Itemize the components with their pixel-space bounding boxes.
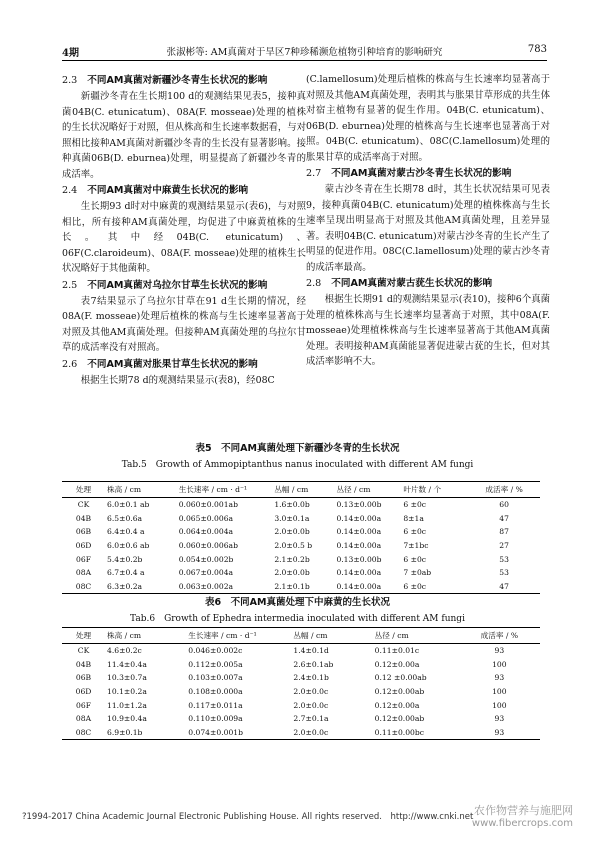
section-number: 2.8	[306, 278, 322, 289]
table-cell: 1.4±0.1d	[293, 646, 329, 656]
table-cell: 06F	[76, 554, 91, 564]
table-cell: 0.046±0.002c	[188, 646, 243, 656]
table-cell: 0.103±0.007a	[188, 673, 243, 683]
table-cell: 06B	[75, 673, 92, 683]
table-cell: 06D	[75, 541, 92, 551]
table-row	[62, 539, 540, 553]
table-cell: 0.14±0.00a	[336, 513, 382, 523]
section-number: 2.6	[62, 358, 78, 370]
column-header: 处理	[62, 482, 105, 498]
table-row	[62, 552, 540, 566]
table-cell: 10.3±0.7a	[107, 673, 147, 683]
section-heading	[62, 72, 306, 89]
section-title: 不同AM真菌对乌拉尔甘草生长状况的影响	[87, 279, 268, 291]
table-cell: 0.12 ±0.00ab	[374, 673, 427, 683]
table6-title-zh: 表6 不同AM真菌处理下中麻黄的生长状况	[205, 597, 390, 608]
column-header: 叶片数 / 个	[401, 482, 468, 498]
table6	[62, 627, 540, 740]
section-heading	[306, 165, 550, 182]
table-cell: 0.12±0.00a	[374, 659, 420, 669]
table-row	[62, 580, 540, 594]
table-cell: 2.4±0.1b	[293, 673, 329, 683]
table-row	[62, 525, 540, 539]
table-cell: 0.110±0.009a	[188, 714, 243, 724]
column-header: 丛径 / cm	[373, 628, 459, 644]
table-cell: 93	[494, 727, 505, 737]
issue-number: 4期	[62, 48, 79, 59]
table-cell: 10.1±0.2a	[107, 687, 147, 697]
column-header: 株高 / cm	[105, 482, 177, 498]
table-cell: CK	[77, 500, 90, 510]
table-cell: 53	[499, 554, 509, 564]
table-cell: 0.14±0.00a	[336, 541, 382, 551]
table-cell: 2.0±0.0c	[293, 727, 329, 737]
table-cell: 93	[494, 646, 505, 656]
table-cell: 06B	[75, 527, 92, 537]
section-title: 不同AM真菌对蒙古沙冬青生长状况的影响	[331, 168, 512, 179]
body-paragraph: 表7结果显示了乌拉尔甘草在91 d生长期的情况，经08A(F. mosseae)处理后植株的株高与生长速率显著高于对照及其他AM真菌处理。但接种AM真菌处理的乌拉尔甘草的成活率没有对照高。	[62, 295, 306, 353]
section-heading	[62, 182, 306, 199]
table-row	[62, 644, 540, 658]
table-cell: 6.3±0.2a	[107, 581, 143, 591]
table-cell: 0.14±0.00a	[336, 581, 382, 591]
table-cell: 0.064±0.004a	[178, 527, 234, 537]
table-cell: 100	[492, 700, 507, 710]
table-cell: 11.0±1.2a	[107, 700, 147, 710]
table-cell: 0.14±0.00a	[336, 568, 382, 578]
table-cell: 1.6±0.0b	[274, 500, 310, 510]
table-cell: 0.108±0.000a	[188, 687, 243, 697]
table-cell: 08A	[75, 568, 92, 578]
table-cell: 7±1bc	[403, 541, 429, 551]
table-row	[62, 566, 540, 580]
table-row	[62, 498, 540, 512]
table-cell: 8±1a	[403, 513, 424, 523]
body-paragraph: 根据生长期78 d的观测结果显示(表8)，经08C	[80, 374, 275, 386]
column-header: 丛径 / cm	[334, 482, 401, 498]
table-cell: 08C	[75, 581, 92, 591]
table-cell: 2.6±0.1ab	[293, 659, 334, 669]
table-row	[62, 712, 540, 726]
table-cell: 6.5±0.6a	[107, 513, 143, 523]
table-cell: 6.4±0.4 a	[107, 527, 145, 537]
table-row	[62, 671, 540, 685]
table-cell: 0.065±0.006a	[178, 513, 234, 523]
table-cell: 0.12±0.00ab	[374, 714, 425, 724]
table-header-row	[62, 628, 540, 644]
table-cell: 2.0±0.5 b	[274, 541, 313, 551]
table-cell: 4.6±0.2c	[107, 646, 142, 656]
table-cell: 0.060±0.001ab	[178, 500, 238, 510]
column-header: 生长速率 / cm · d⁻¹	[177, 482, 273, 498]
table-cell: 100	[492, 687, 507, 697]
table-cell: 27	[499, 541, 509, 551]
table-row	[62, 512, 540, 526]
table-cell: 5.4±0.2b	[107, 554, 143, 564]
table-cell: 06D	[75, 687, 92, 697]
table-cell: 0.054±0.002b	[178, 554, 234, 564]
body-paragraph: 根据生长期91 d的观测结果显示(表10)，接种6个真菌处理的植株株高与生长速率均显著高于对照，其中08A(F. mosseae)处理植株株高与生长速率显著高于其他AM真菌处理。表明接种AM真菌能显著促进蒙古莸的生长，但对其成活率影响不大。	[306, 294, 550, 367]
section-number: 2.4	[62, 185, 78, 196]
table-cell: 6 ±0c	[403, 581, 427, 591]
table-cell: 2.1±0.1b	[274, 581, 310, 591]
section-heading	[306, 275, 550, 292]
table6-title-en: Tab.6 Growth of Ephedra intermedia inoculated with different AM fungi	[130, 614, 465, 624]
section-heading	[62, 356, 306, 373]
table-row	[62, 658, 540, 672]
table-cell: 6.0±0.6 ab	[107, 541, 150, 551]
column-header: 生长速率 / cm · d⁻¹	[186, 628, 291, 644]
table-cell: 3.0±0.1a	[274, 513, 310, 523]
table-cell: 10.9±0.4a	[107, 714, 147, 724]
table-cell: 2.0±0.0c	[293, 700, 329, 710]
table5-title-zh: 表5 不同AM真菌处理下新疆沙冬青的生长状况	[195, 443, 400, 454]
table-cell: 87	[499, 527, 509, 537]
page-number: 783	[527, 44, 547, 55]
section-number: 2.7	[306, 168, 322, 179]
column-header: 丛幅 / cm	[272, 482, 334, 498]
table-cell: 2.0±0.0c	[293, 687, 329, 697]
table-cell: 0.060±0.006ab	[178, 541, 238, 551]
body-paragraph: (C.lamellosum)处理后植株的株高与生长速率均显著高于对照及其他AM真菌处理，表明其与胀果甘草形成的共生体对宿主植物有显著的促生作用。04B(C. etunicatum)、06B(D. eburnea)处理的植株高与生长速率也显著高于对照。04B(C. etunicatum)、08C(C.lamellosum)处理的胀果甘草的成活率高于对照。	[306, 74, 550, 163]
table-cell: 08A	[75, 714, 92, 724]
table-cell: 47	[499, 581, 509, 591]
table-cell: 0.112±0.005a	[188, 659, 243, 669]
column-header: 处理	[62, 628, 105, 644]
table-cell: 0.074±0.001b	[188, 727, 243, 737]
table-cell: 0.12±0.00ab	[374, 687, 425, 697]
table-cell: 11.4±0.4a	[107, 659, 147, 669]
table-cell: 100	[492, 659, 507, 669]
right-column	[306, 72, 550, 370]
table-row	[62, 685, 540, 699]
table-cell: 7 ±0ab	[403, 568, 432, 578]
watermark-url: www.fibercrops.com	[471, 818, 573, 829]
column-header: 成活率 / %	[459, 628, 540, 644]
column-header: 株高 / cm	[105, 628, 186, 644]
table-cell: 6.0±0.1 ab	[107, 500, 150, 510]
table-cell: 08C	[75, 727, 92, 737]
table-cell: 0.11±0.00bc	[374, 727, 424, 737]
table-row	[62, 698, 540, 712]
section-title: 不同AM真菌对新疆沙冬青生长状况的影响	[87, 75, 268, 86]
table-cell: 2.7±0.1a	[293, 714, 329, 724]
table-cell: 0.14±0.00a	[336, 527, 382, 537]
table-cell: 53	[499, 568, 509, 578]
table-cell: 0.13±0.00b	[336, 500, 382, 510]
table-header-row	[62, 482, 540, 498]
table-cell: 93	[494, 714, 505, 724]
section-title: 不同AM真菌对胀果甘草生长状况的影响	[87, 358, 258, 370]
table-cell: 6 ±0c	[403, 554, 427, 564]
table-cell: 0.12±0.00a	[374, 700, 420, 710]
table-cell: 0.063±0.002a	[178, 581, 234, 591]
section-title: 不同AM真菌对蒙古莸生长状况的影响	[331, 278, 493, 289]
copyright-notice: ?1994-2017 China Academic Journal Electronic Publishing House. All rights reserved. http://www.cnki.net	[22, 812, 474, 822]
column-header: 成活率 / %	[468, 482, 540, 498]
left-column	[62, 72, 306, 388]
table-cell: 60	[499, 500, 509, 510]
table-cell: 04B	[75, 513, 92, 523]
table-cell: 2.1±0.2b	[274, 554, 310, 564]
table-cell: 0.117±0.011a	[188, 700, 243, 710]
running-title: 张淑彬等: AM真菌对于旱区7种珍稀濒危植物引种培育的影响研究	[166, 47, 443, 58]
body-paragraph: 蒙古沙冬青在生长期78 d时，其生长状况结果可见表9，接种真菌04B(C. etunicatum)处理的植株株高与生长速率呈现出明显高于对照及其他AM真菌处理，且差异显著。表明04B(C. etunicatum)对蒙古沙冬青的生长产生了明显的促进作用。08C(C.lamellosum)处理的蒙古沙冬青的成活率最高。	[306, 184, 550, 273]
table5	[62, 481, 540, 594]
section-title: 不同AM真菌对中麻黄生长状况的影响	[87, 185, 249, 196]
body-paragraph: 生长期93 d时对中麻黄的观测结果显示(表6)，与对照相比，所有接种AM真菌处理，均促进了中麻黄植株的生长。其中经04B(C. etunicatum)、06F(C.claroideum)、08A(F. mosseae)处理的植株生长状况略好于其他菌种。	[62, 201, 306, 274]
page-header	[62, 44, 547, 61]
body-paragraph: 新疆沙冬青在生长期100 d的观测结果见表5，接种真菌04B(C. etunicatum)、08A(F. mosseae)处理的植株的生长状况略好于对照，但从株高和生长速率数据看，与对照相比接种AM真菌对新疆沙冬青的生长没有显著影响。接种真菌06B(D. eburnea)处理，明显提高了新疆沙冬青的成活率。	[62, 91, 306, 180]
table-cell: 6.9±0.1b	[107, 727, 143, 737]
table-cell: CK	[77, 646, 90, 656]
table-cell: 2.0±0.0b	[274, 568, 310, 578]
column-header: 丛幅 / cm	[291, 628, 372, 644]
table-cell: 47	[499, 513, 509, 523]
table-cell: 2.0±0.0b	[274, 527, 310, 537]
section-number: 2.5	[62, 279, 78, 291]
table-cell: 0.11±0.01c	[374, 646, 420, 656]
table-cell: 6.7±0.4 a	[107, 568, 145, 578]
table-cell: 06F	[76, 700, 91, 710]
watermark-text: 农作物营养与施肥网	[474, 804, 573, 817]
table-cell: 6 ±0c	[403, 500, 427, 510]
table5-title-en: Tab.5 Growth of Ammopiptanthus nanus inoculated with different AM fungi	[121, 460, 474, 470]
table-cell: 0.067±0.004a	[178, 568, 234, 578]
table-row	[62, 726, 540, 740]
table-cell: 0.13±0.00b	[336, 554, 382, 564]
table-cell: 93	[494, 673, 505, 683]
table-cell: 6 ±0c	[403, 527, 427, 537]
section-number: 2.3	[62, 75, 78, 86]
section-heading	[62, 277, 306, 294]
table-cell: 04B	[75, 659, 92, 669]
